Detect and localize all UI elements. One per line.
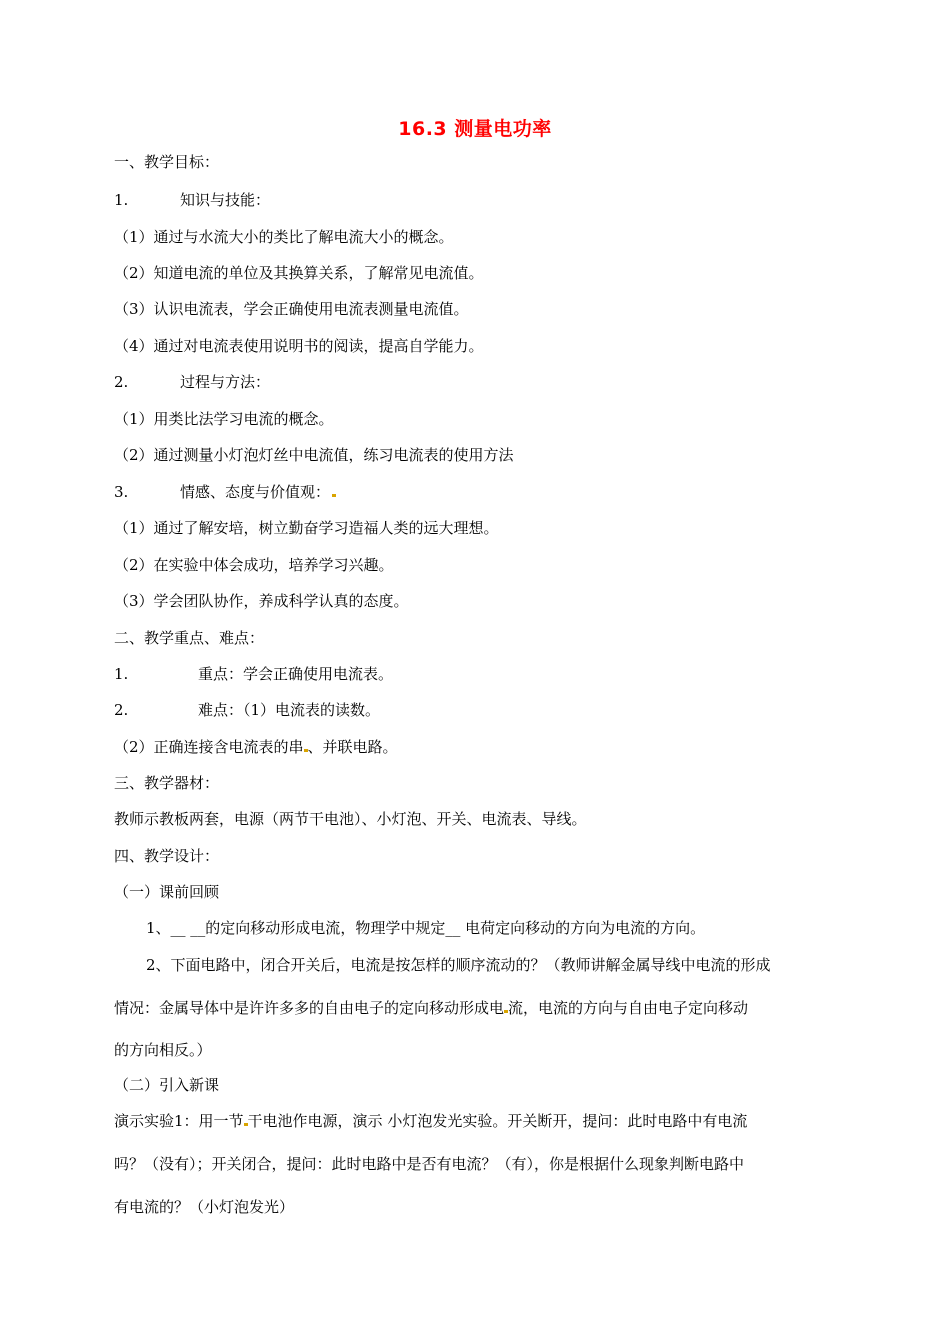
list-item: （3）认识电流表，学会正确使用电流表测量电流值。 bbox=[114, 300, 469, 318]
item-number: 2. bbox=[114, 701, 129, 719]
section-heading-key-points: 二、教学重点、难点： bbox=[114, 629, 265, 647]
list-item: （4）通过对电流表使用说明书的阅读，提高自学能力。 bbox=[114, 337, 484, 355]
edit-mark bbox=[332, 494, 336, 497]
item-number: 3. bbox=[114, 483, 129, 501]
item-text: 情感、态度与价值观： bbox=[180, 482, 336, 502]
list-item: （2）通过测量小灯泡灯丝中电流值，练习电流表的使用方法 bbox=[114, 446, 514, 464]
question-2-line-2: 情况：金属导体中是许许多多的自由电子的定向移动形成电 流，电流的方向与自由电子定向移动 bbox=[114, 999, 749, 1017]
section-heading-equipment: 三、教学器材： bbox=[114, 774, 220, 792]
list-item: （1）通过与水流大小的类比了解电流大小的概念。 bbox=[114, 228, 454, 246]
section-heading-objectives: 一、教学目标： bbox=[114, 153, 220, 171]
subsection-heading: （一）课前回顾 bbox=[114, 883, 220, 901]
section-heading-design: 四、教学设计： bbox=[114, 847, 220, 865]
list-item bbox=[114, 700, 381, 720]
question-2-line-3: 的方向相反。） bbox=[114, 1041, 212, 1059]
list-item bbox=[114, 372, 271, 392]
question-1: 1、__ __的定向移动形成电流，物理学中规定__ 电荷定向移动的方向为电流的方向。 bbox=[146, 919, 706, 937]
demo-line-2: 吗？（没有）；开关闭合，提问：此时电路中是否有电流？（有），你是根据什么现象判断电路中 bbox=[114, 1155, 745, 1173]
item-text: 重点：学会正确使用电流表。 bbox=[198, 665, 394, 683]
subsection-heading: （二）引入新课 bbox=[114, 1076, 220, 1094]
page-title: 16.3 测量电功率 bbox=[398, 118, 552, 140]
demo-line-3: 有电流的？（小灯泡发光） bbox=[114, 1198, 295, 1216]
item-text: 知识与技能： bbox=[180, 191, 271, 209]
list-item: （1）通过了解安培，树立勤奋学习造福人类的远大理想。 bbox=[114, 519, 499, 537]
list-item bbox=[114, 482, 331, 502]
item-number: 1. bbox=[114, 665, 129, 683]
demo-line-1: 演示实验1：用一节 干电池作电源，演示 小灯泡发光实验。开关断开，提问：此时电路中有电流 bbox=[114, 1112, 748, 1130]
list-item bbox=[114, 664, 394, 684]
list-item: （2）知道电流的单位及其换算关系，了解常见电流值。 bbox=[114, 264, 484, 282]
list-item: （2）在实验中体会成功，培养学习兴趣。 bbox=[114, 556, 394, 574]
list-item bbox=[114, 190, 271, 210]
item-text: 难点：（1）电流表的读数。 bbox=[198, 701, 381, 719]
item-text: 过程与方法： bbox=[180, 373, 271, 391]
question-2-line-1: 2、下面电路中，闭合开关后，电流是按怎样的顺序流动的？（教师讲解金属导线中电流的形成 bbox=[146, 956, 771, 974]
equipment-text: 教师示教板两套，电源（两节干电池）、小灯泡、开关、电流表、导线。 bbox=[114, 810, 587, 828]
item-number: 2. bbox=[114, 373, 129, 391]
item-number: 1. bbox=[114, 191, 129, 209]
list-item: （2）正确连接含电流表的串 、并联电路。 bbox=[114, 738, 398, 756]
list-item: （3）学会团队协作，养成科学认真的态度。 bbox=[114, 592, 409, 610]
list-item: （1）用类比法学习电流的概念。 bbox=[114, 410, 334, 428]
